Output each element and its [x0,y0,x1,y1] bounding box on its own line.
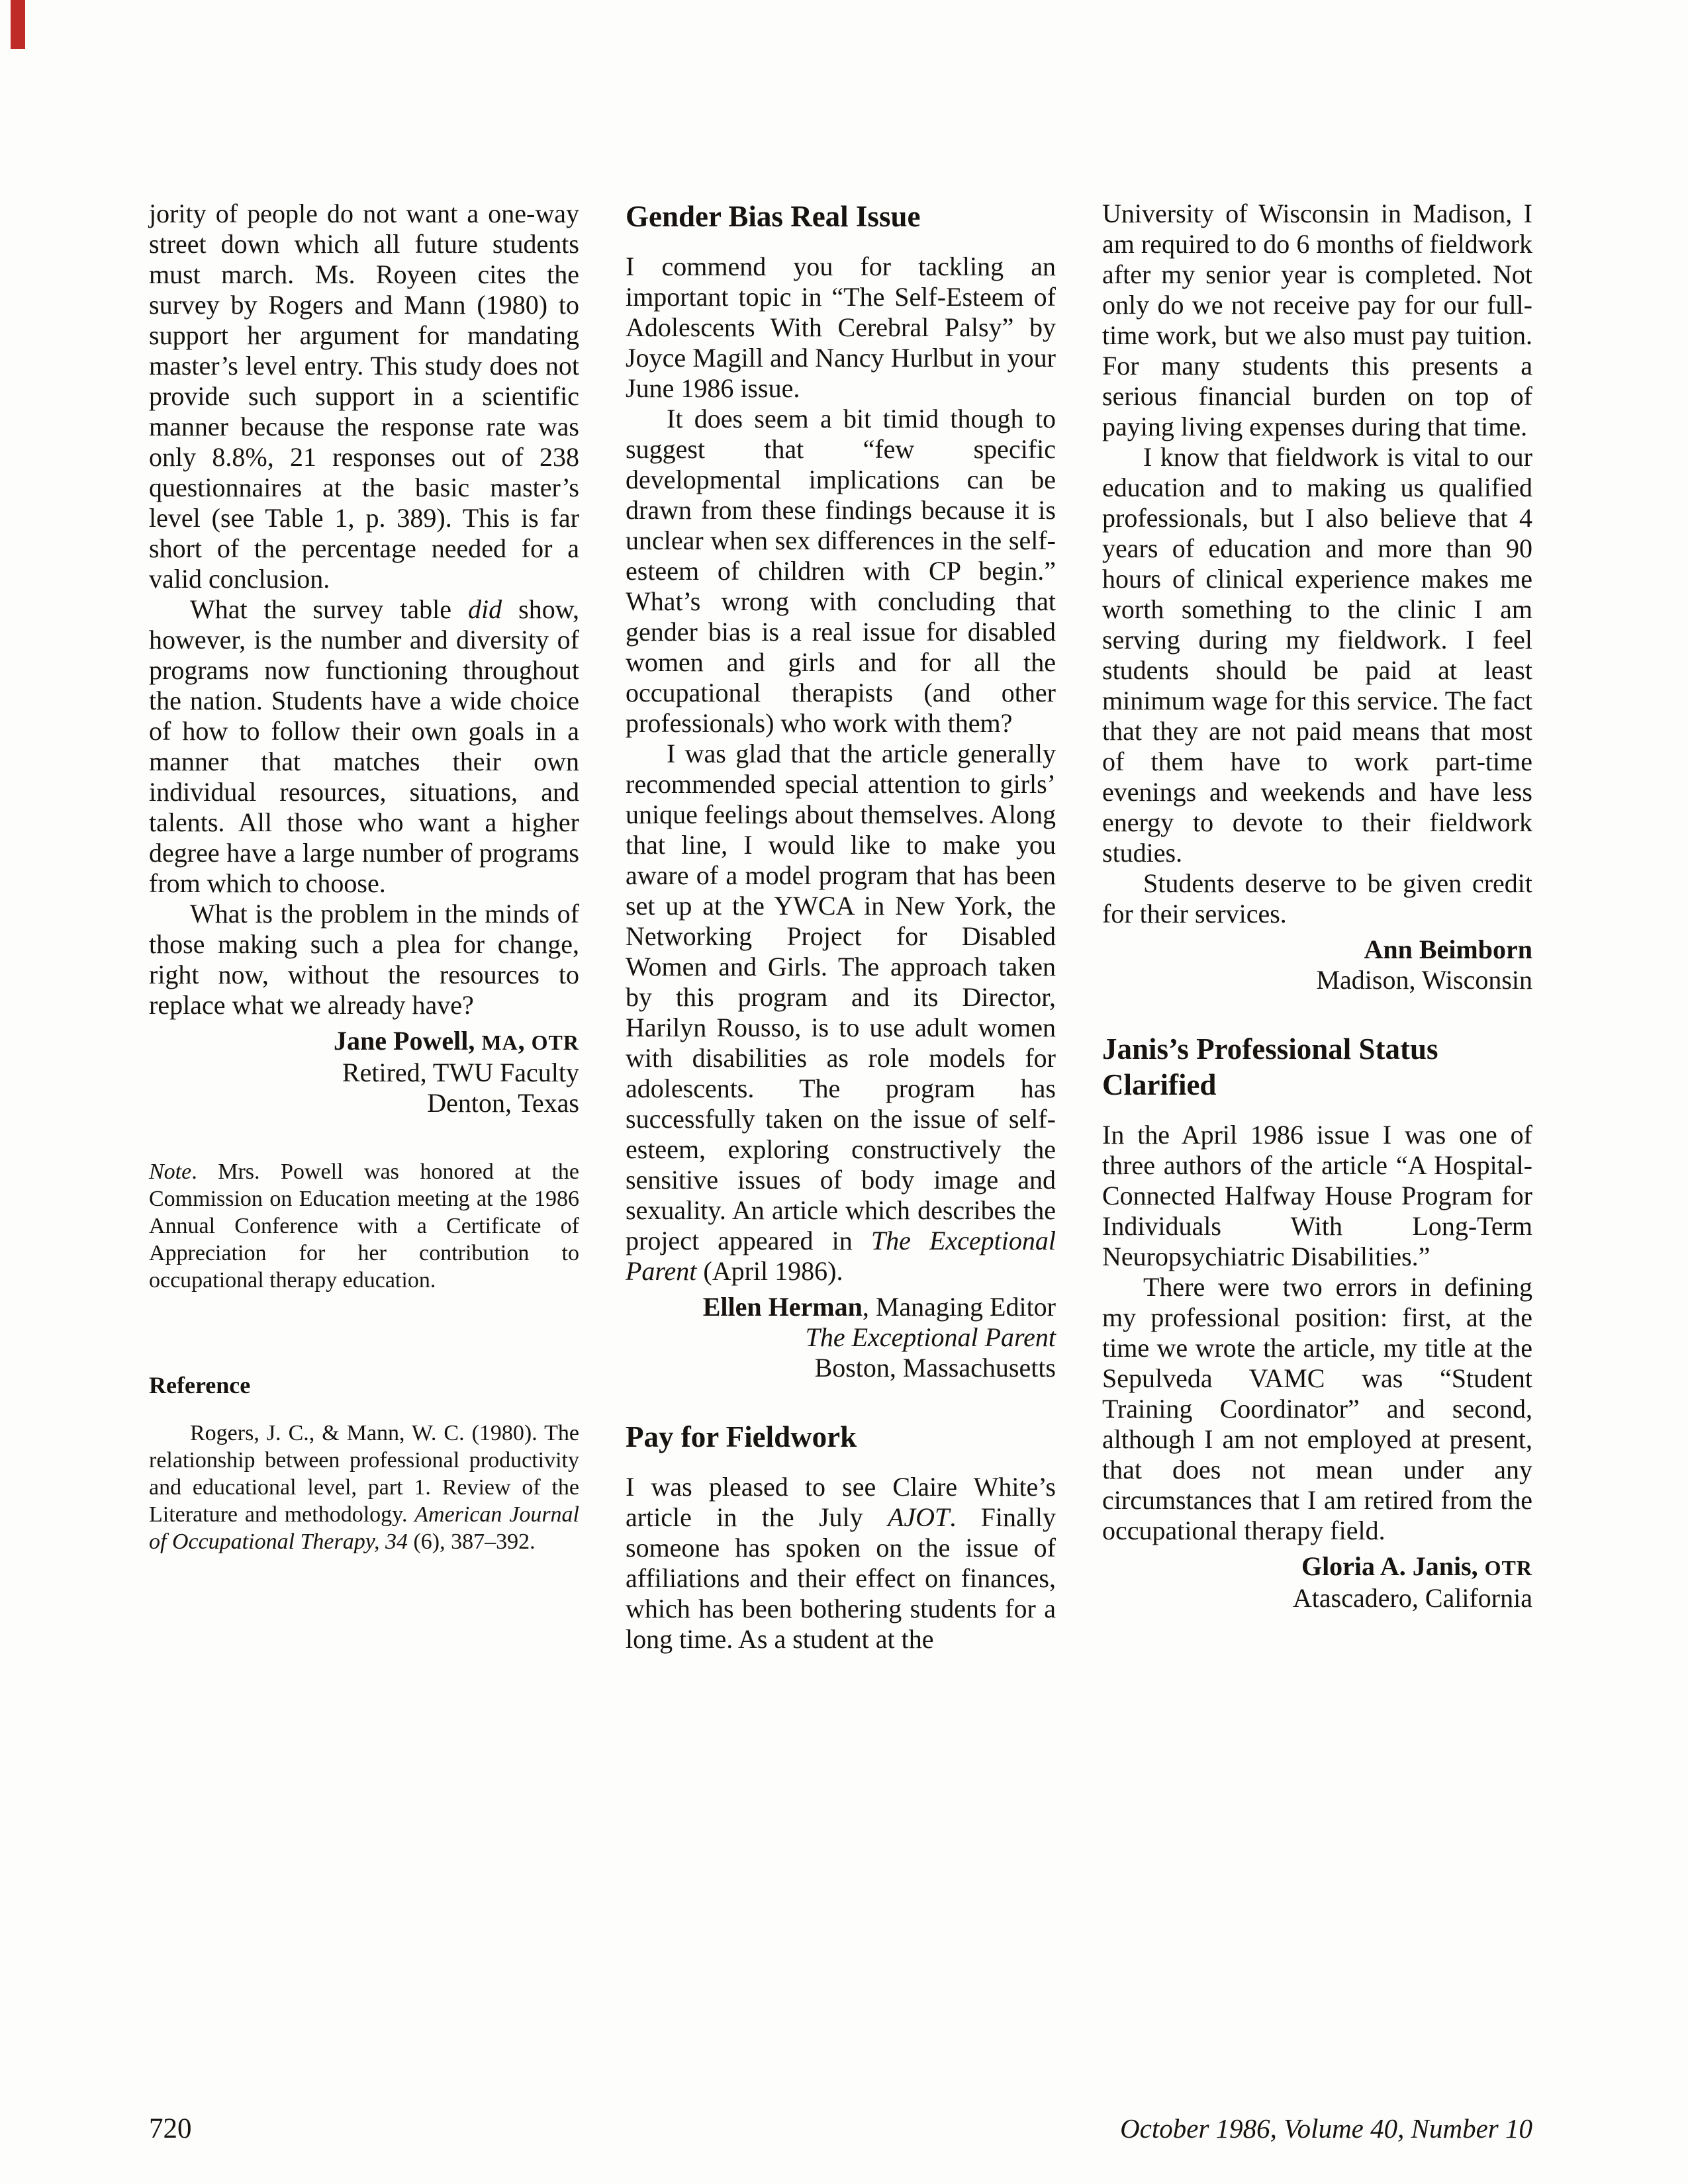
credential-otr: OTR [531,1030,579,1054]
paragraph-claire-white [626,1472,1056,1655]
text-run: I was glad that the article generally recommended special attention to girls’ unique feelings about themselves. Along that line, I would like to make you aware of a model program that has been set up at the YWCA in New York, the Networking Project for Disabled Women and Girls. The approach taken by this program and its Director, Harilyn Rousso, is to use adult women with disabilities as role models for adolescents. The program has successfully taken on the issue of self-esteem, exploring constructively the sensitive issues of body image and sexuality. An article which describes the project appeared in [626,739,1056,1255]
column-middle [626,199,1056,1655]
reference-pages: (6), 387–392. [407,1529,536,1554]
section-heading-gender-bias: Gender Bias Real Issue [626,200,921,233]
separator: , [518,1026,532,1056]
text-run: . Finally someone has spoken on the issue of affiliations and their effect on finances, which has been bothering students for a long time. As a student at the [626,1502,1056,1654]
reference-entry [149,1420,579,1555]
paragraph-april-issue: In the April 1986 issue I was one of three authors of the article “A Hospital-Connected Halfway House Program for Individuals With Long-Term Neuropsychiatric Disabilities.” [1102,1120,1532,1271]
section-heading-pay-for-fieldwork: Pay for Fieldwork [626,1420,857,1453]
letter-continuation-paragraph: jority of people do not want a one-way street down which all future students must march. Ms. Royeen cites the survey by Rogers and Mann (1980) to support her argument for mandating master’s level entry. This study does not provide such support in a scientific manner because the response rate was only 8.8%, 21 responses out of 238 questionnaires at the basic master’s level (see Table 1, p. 389). This is far short of the percentage needed for a valid conclusion. [149,199,579,594]
signature-block-ellen-herman [626,1292,1056,1383]
note-text: . Mrs. Powell was honored at the Commission on Education meeting at the 1986 Annual Conference with a Certificate of Appreciation for her contribution to occupational therapy education. [149,1160,579,1293]
signature-name-line [1102,1551,1532,1583]
text-run: What the survey table [190,594,468,624]
signature-location: Madison, Wisconsin [1316,965,1532,995]
footer-page-number: 720 [149,2113,192,2144]
paragraph-survey-table [149,594,579,899]
text-run: I was pleased to see Claire White’s article in the July [626,1472,1056,1532]
signature-affiliation: Retired, TWU Faculty [342,1058,579,1087]
signature-block-ann-beimborn [1102,934,1532,995]
text-run: (April 1986). [696,1256,843,1286]
reference-heading: Reference [149,1372,251,1398]
signature-role: , Managing Editor [862,1292,1056,1322]
footer-issue-info: October 1986, Volume 40, Number 10 [1120,2113,1532,2144]
paragraph-model-program [626,739,1056,1287]
editorial-note [149,1158,579,1294]
content-columns [149,199,1532,1655]
emphasized-word: did [467,594,502,624]
separator: , [468,1026,482,1056]
paragraph-what-is-problem: What is the problem in the minds of those making such a plea for change, right now, without the resources to replace what we already have? [149,899,579,1020]
column-right [1102,199,1532,1643]
paragraph-fieldwork-vital: I know that fieldwork is vital to our education and to making us qualified professionals, but I also believe that 4 years of education and more than 90 hours of clinical experience makes me worth something to the clinic I am serving during my fieldwork. I feel students should be paid at least minimum wage for this service. The fact that they are not paid means that most of them have to work part-time evenings and weekends and have less energy to devote to their fieldwork studies. [1102,442,1532,868]
reference-journal-title: American Journal of Occupational Therapy, 34 [149,1502,580,1554]
paragraph-timid: It does seem a bit timid though to suggest that “few specific developmental implications can be drawn from these findings because it is unclear when sex differences in the self-esteem of children with CP begin.” What’s wrong with concluding that gender bias is a real issue for disabled women and girls and for all the occupational therapists (and other professionals) who work with them? [626,404,1056,738]
signature-location: Denton, Texas [427,1088,579,1118]
journal-abbreviation: AJOT [887,1502,950,1532]
reference-text: Rogers, J. C., & Mann, W. C. (1980). The relationship between professional productivity and educational level, part 1. Review of the Literature and methodology. [149,1421,579,1527]
signature-name: Jane Powell [334,1026,469,1056]
page-footer [149,2113,1532,2145]
text-run: show, however, is the number and diversity of programs now functioning throughout the nation. Students have a wide choice of how to follow their own goals in a manner that matches their own individual resources, situations, and talents. All those who want a higher degree have a large number of programs from which to choose. [149,594,579,898]
signature-location: Atascadero, California [1292,1583,1532,1613]
note-label: Note [149,1160,192,1184]
paragraph-students-deserve: Students deserve to be given credit for their services. [1102,868,1532,929]
signature-publication: The Exceptional Parent [805,1322,1056,1352]
signature-name: Ellen Herman [702,1292,863,1322]
signature-name: Gloria A. Janis [1301,1551,1472,1581]
credential-ma: MA [481,1030,518,1054]
separator: , [1471,1551,1485,1581]
paragraph-two-errors: There were two errors in defining my professional position: first, at the time we wrote the article, my title at the Sepulveda VAMC was “Student Training Coordinator” and second, although I am not employed at present, that does not mean under any circumstances that I am retired from the occupational therapy field. [1102,1272,1532,1545]
signature-block-gloria-janis [1102,1551,1532,1614]
paragraph-commend: I commend you for tackling an important topic in “The Self-Esteem of Adolescents With Cerebral Palsy” by Joyce Magill and Nancy Hurlbut in your June 1986 issue. [626,251,1056,403]
paragraph-wisconsin-continuation: University of Wisconsin in Madison, I am required to do 6 months of fieldwork after my senior year is completed. Not only do we not receive pay for our full-time work, but we also must pay tuition. For many students this presents a serious financial burden on top of paying living expenses during that time. [1102,199,1532,441]
scan-artifact-red-mark [11,0,25,49]
signature-location: Boston, Massachusetts [814,1353,1056,1383]
signature-name-line [626,1292,1056,1322]
column-left [149,199,579,1555]
signature-name: Ann Beimborn [1364,934,1532,964]
credential-otr: OTR [1484,1556,1532,1580]
publication-title: The Exceptional Parent [626,1226,1056,1286]
signature-block-jane-powell [149,1026,579,1118]
section-heading-janis-status: Janis’s Professional Status Clarified [1102,1032,1438,1101]
signature-name-line [149,1026,579,1058]
